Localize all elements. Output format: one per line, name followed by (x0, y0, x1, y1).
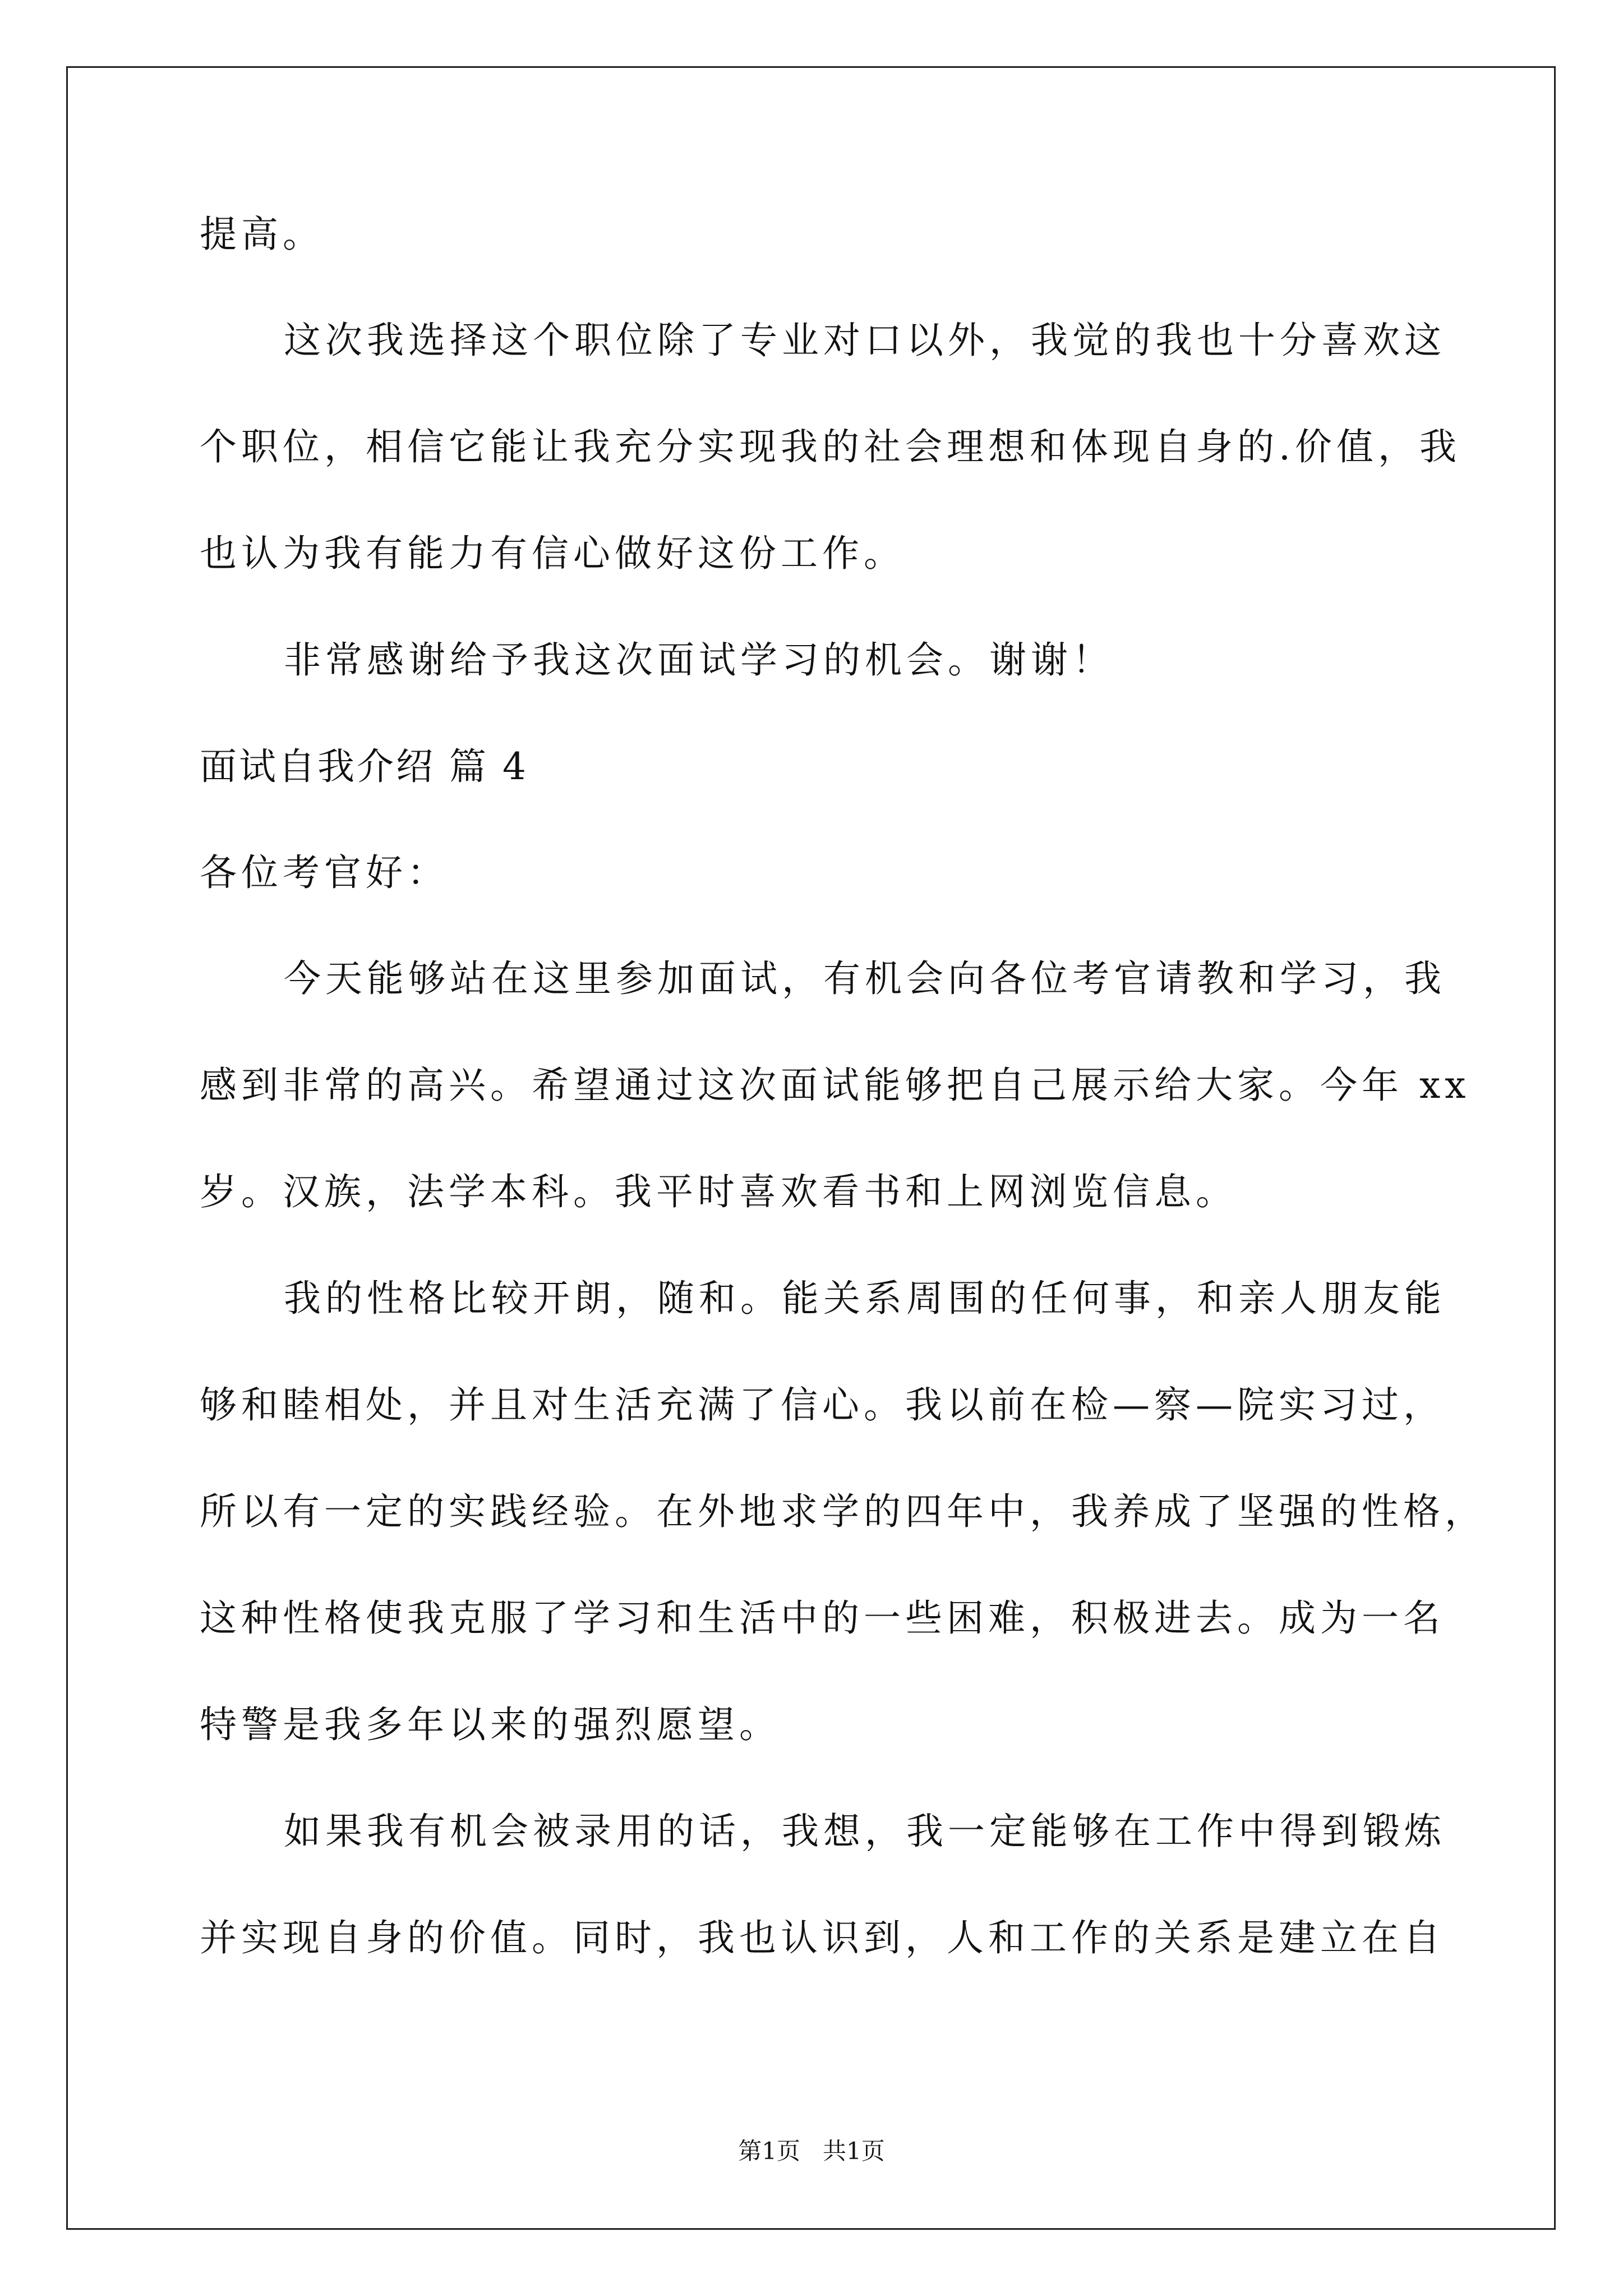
page-number: 第1页 共1页 (738, 2137, 885, 2165)
section-heading: 面试自我介绍 篇 4 (200, 745, 528, 788)
text-line: 今天能够站在这里参加面试，有机会向各位考官请教和学习，我 (284, 957, 1446, 1000)
text-line: 感到非常的高兴。希望通过这次面试能够把自己展示给大家。今年 xx (200, 1064, 1470, 1107)
salutation-line: 各位考官好： (200, 851, 449, 894)
text-line: 所以有一定的实践经验。在外地求学的四年中，我养成了坚强的性格， (200, 1490, 1486, 1533)
text-line: 也认为我有能力有信心做好这份工作。 (200, 532, 905, 575)
text-line: 特警是我多年以来的强烈愿望。 (200, 1703, 781, 1746)
text-line: 个职位，相信它能让我充分实现我的社会理想和体现自身的.价值，我 (200, 425, 1461, 468)
text-line: 如果我有机会被录用的话，我想，我一定能够在工作中得到锻炼 (284, 1810, 1446, 1853)
text-line: 我的性格比较开朗，随和。能关系周围的任何事，和亲人朋友能 (284, 1277, 1446, 1320)
text-line: 这次我选择这个职位除了专业对口以外，我觉的我也十分喜欢这 (284, 319, 1446, 362)
text-line: 提高。 (200, 213, 324, 256)
text-line: 够和睦相处，并且对生活充满了信心。我以前在检—察—院实习过， (200, 1383, 1445, 1427)
page-border (66, 66, 1556, 2230)
text-line: 并实现自身的价值。同时，我也认识到，人和工作的关系是建立在自 (200, 1916, 1445, 1959)
text-line: 这种性格使我克服了学习和生活中的一些困难，积极进去。成为一名 (200, 1596, 1445, 1640)
text-line: 非常感谢给予我这次面试学习的机会。谢谢！ (284, 638, 1114, 682)
text-line: 岁。汉族，法学本科。我平时喜欢看书和上网浏览信息。 (200, 1170, 1237, 1213)
